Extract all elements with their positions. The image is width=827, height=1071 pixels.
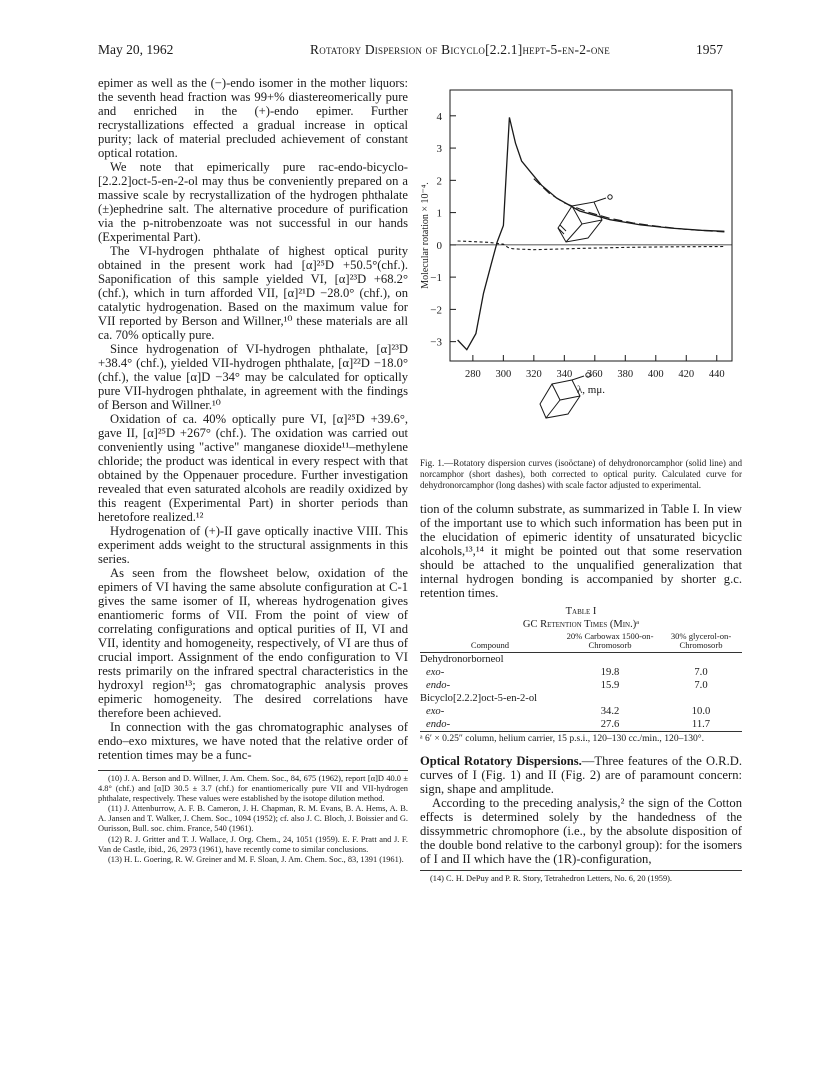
x-tick-label: 420: [678, 369, 695, 380]
table-cell: 27.6: [600, 718, 620, 730]
figure-caption: Fig. 1.—Rotatory dispersion curves (isoöctane) of dehydronorcamphor (solid line) and norcamphor (short dashes), both corrected to optical purity. Calculated curve for dehydronorcamphor (long dashes) with scale factor adjusted to experimental.: [420, 458, 742, 491]
paragraph: According to the preceding analysis,² the sign of the Cotton effects is determined solely by the handedness of the dissymmetric chromophore (i.e., by the absolute disposition of the double bond relative to the carbonyl group): for the isomers of I and II which have the (1R)-configuration,: [420, 795, 742, 866]
section-heading: Optical Rotatory Dispersions.: [420, 753, 582, 768]
table-group-name: Dehydronorborneol: [420, 653, 504, 665]
y-tick-label: 3: [436, 143, 442, 156]
paragraph: Oxidation of ca. 40% optically pure VI, [α]²⁵D +39.6°, gave II, [α]²⁵D +267° (chf.). The oxidation was carried out conveniently using "active" manganese dioxide¹¹–methylene chloride; the product was identical in every respect with that obtained by the Oppenauer procedure. Further investigation revealed that even saturated alcohols are readily oxidized by this reagent (Experimental Part) in shorter periods than heretofore realized.¹²: [98, 412, 408, 524]
y-tick-label: −3: [430, 336, 442, 349]
table-cell: 7.0: [694, 679, 708, 691]
series-line-long-dash: [534, 179, 725, 232]
paragraph: We note that epimerically pure rac-endo-bicyclo-[2.2.2]oct-5-en-2-ol may thus be conveniently prepared on a massive scale by recrystallization of the hydrogen phthalate (±)ephedrine salt. The alternative procedure of purification via the p-nitrobenzoate was not successful in our hands (Experimental Part).: [98, 160, 408, 244]
left-column: [98, 76, 408, 865]
figure-1: [420, 76, 742, 456]
table-header-carbowax: 20% Carbowax 1500-on-Chromosorb: [560, 632, 660, 653]
footnote: (14) C. H. DePuy and P. R. Story, Tetrahedron Letters, No. 6, 20 (1959).: [430, 873, 673, 883]
y-tick-label: 1: [436, 207, 442, 220]
table-header-glycerol: 30% glycerol-on-Chromosorb: [660, 632, 742, 653]
table-cell: endo-: [426, 679, 451, 691]
page-header: [0, 42, 827, 62]
table-cell: 7.0: [694, 666, 708, 678]
table-row: [420, 679, 742, 692]
paragraph: Hydrogenation of (+)-II gave optically inactive VIII. This experiment adds weight to the structural assignments in this series.: [98, 524, 408, 566]
table-footnote: ᵃ 6′ × 0.25″ column, helium carrier, 15 p.s.i., 120–130 cc./min., 120–130°.: [420, 731, 742, 744]
x-tick-label: 380: [617, 369, 634, 380]
footnotes: [98, 770, 408, 865]
table-cell: 11.7: [691, 718, 711, 730]
table-cell: 10.0: [691, 705, 711, 717]
y-tick-label: 4: [436, 110, 442, 123]
x-tick-label: 440: [708, 369, 725, 380]
gc-retention-table: [420, 632, 742, 731]
plot-frame: [450, 90, 732, 361]
paragraph: epimer as well as the (−)-endo isomer in the mother liquors: the seventh head fraction was 99+% diastereomerically pure and enriched in the (+)-endo epimer. Further recrystallizations effected a gradual increase in optical purity; lack of material precluded achievement of constant optical rotation.: [98, 76, 408, 160]
ord-chart: [420, 76, 742, 456]
x-axis-label: λ, mμ.: [576, 384, 606, 396]
y-tick-label: −2: [430, 304, 442, 317]
table-row: [420, 652, 742, 666]
table-cell: 19.8: [600, 666, 620, 678]
page-number: 1957: [696, 42, 723, 57]
table-row: [420, 705, 742, 718]
x-tick-label: 320: [525, 369, 542, 380]
right-column: [420, 76, 742, 884]
table-cell: exo-: [426, 666, 445, 678]
x-tick-label: 340: [556, 369, 573, 380]
table-row: [420, 666, 742, 679]
paragraph: Since hydrogenation of VI-hydrogen phthalate, [α]²³D +38.4° (chf.), yielded VII-hydrogen phthalate, [α]²²D −18.0° (chf.), the value [α]D −34° may be calculated for optically pure VII-hydrogen phthalate, in agreement with the findings of Berson and Willner.¹⁰: [98, 342, 408, 412]
table-row: [420, 692, 742, 705]
x-tick-label: 400: [647, 369, 664, 380]
footnote: (11) J. Attenburrow, A. F. B. Cameron, J. H. Chapman, R. M. Evans, B. A. Hems, A. B. A. Jansen and T. Walker, J. Chem. Soc., 1094 (1952); cf. also J. C. Bloch, J. Boissier and G. Ourisson, Bull. soc. chim. France, 540 (1961).: [98, 804, 408, 834]
table-cell: 15.9: [600, 679, 620, 691]
table-cell: exo-: [426, 705, 445, 717]
table-cell: endo-: [426, 718, 451, 730]
y-tick-label: −1: [430, 272, 442, 285]
y-tick-label: 2: [436, 175, 442, 188]
footnotes: [420, 870, 742, 884]
footnote: (13) H. L. Goering, R. W. Greiner and M. F. Sloan, J. Am. Chem. Soc., 83, 1391 (1961).: [108, 854, 404, 864]
paragraph: In connection with the gas chromatographic analyses of endo–exo mixtures, we have noted that the relative order of retention times may be a func-: [98, 720, 408, 762]
running-title: Rotatory Dispersion of Bicyclo[2.2.1]hept-5-en-2-one: [310, 42, 610, 57]
x-tick-label: 300: [495, 369, 512, 380]
x-tick-label: 280: [464, 369, 481, 380]
y-axis-label: Molecular rotation × 10⁻⁴.: [420, 182, 431, 289]
y-tick-label: 0: [436, 239, 442, 252]
table-subtitle: GC Retention Times (Min.)ᵃ: [522, 618, 640, 630]
footnote: (12) R. J. Gritter and T. J. Wallace, J. Org. Chem., 24, 1051 (1959). E. F. Pratt and J. F. Van de Castle, ibid., 26, 2973 (1961), have recently come to similar conclusions.: [98, 834, 408, 854]
paragraph-text: —Three features of the O.R.D. curves of I (Fig. 1) and II (Fig. 2) are of paramount concern: sign, shape and amplitude.: [420, 753, 742, 796]
paragraph: The VI-hydrogen phthalate of highest optical purity obtained in the present work had [α]²⁵D +50.5°(chf.). Saponification of this sample yielded VI, [α]²³D +68.2° (chf.), which in turn afforded VII, [α]²¹D −28.0° (chf.), on catalytic hydrogenation. Based on the maximum value for VII reported by Berson and Willner,¹⁰ these materials are all ca. 70% optically pure.: [98, 244, 408, 342]
paragraph: As seen from the flowsheet below, oxidation of the epimers of VI having the same absolute configuration at C-1 gives the same isomer of II, whereas hydrogenation gives enantiomeric forms of VII. From the point of view of correlating configurations and optical purities of II, VI and VII, identity and homogeneity, respectively, of VI are thus of crucial import. Assignment of the endo configuration to VI rests primarily on the infrared spectral characteristics in the hydroxyl region¹³; gas chromatographic analysis proves epimeric homogeneity. The desired correlations have therefore been achieved.: [98, 566, 408, 720]
footnote: (10) J. A. Berson and D. Willner, J. Am. Chem. Soc., 84, 675 (1962), report [α]D 40.0 ± 4.8° (chf.) and [α]D 30.5 ± 3.7 (chf.) for enantiomerically pure VII and VII-hydrogen phthalate, respectively. These values were established by the isotope dilution method.: [98, 774, 408, 804]
table-header-compound: Compound: [420, 632, 560, 653]
table-group-name: Bicyclo[2.2.2]oct-5-en-2-ol: [420, 692, 538, 704]
footnote-rule: [98, 770, 408, 771]
footnote-rule: [420, 870, 742, 871]
table-title: Table I: [565, 605, 597, 617]
x-tick-label: 360: [586, 369, 603, 380]
header-date: May 20, 1962: [98, 42, 174, 57]
paragraph: [420, 754, 742, 796]
table-row: [420, 718, 742, 731]
table-cell: 34.2: [600, 705, 620, 717]
paragraph: tion of the column substrate, as summarized in Table I. In view of the important use to which such information has been put in the elucidation of epimeric identity of unsaturated bicyclic alcohols,¹³,¹⁴ it might be pointed out that some reservation should be attached to the unqualified generalization that internal hydrogen bonding is accompanied by shorter g.c. retention times.: [420, 501, 742, 600]
